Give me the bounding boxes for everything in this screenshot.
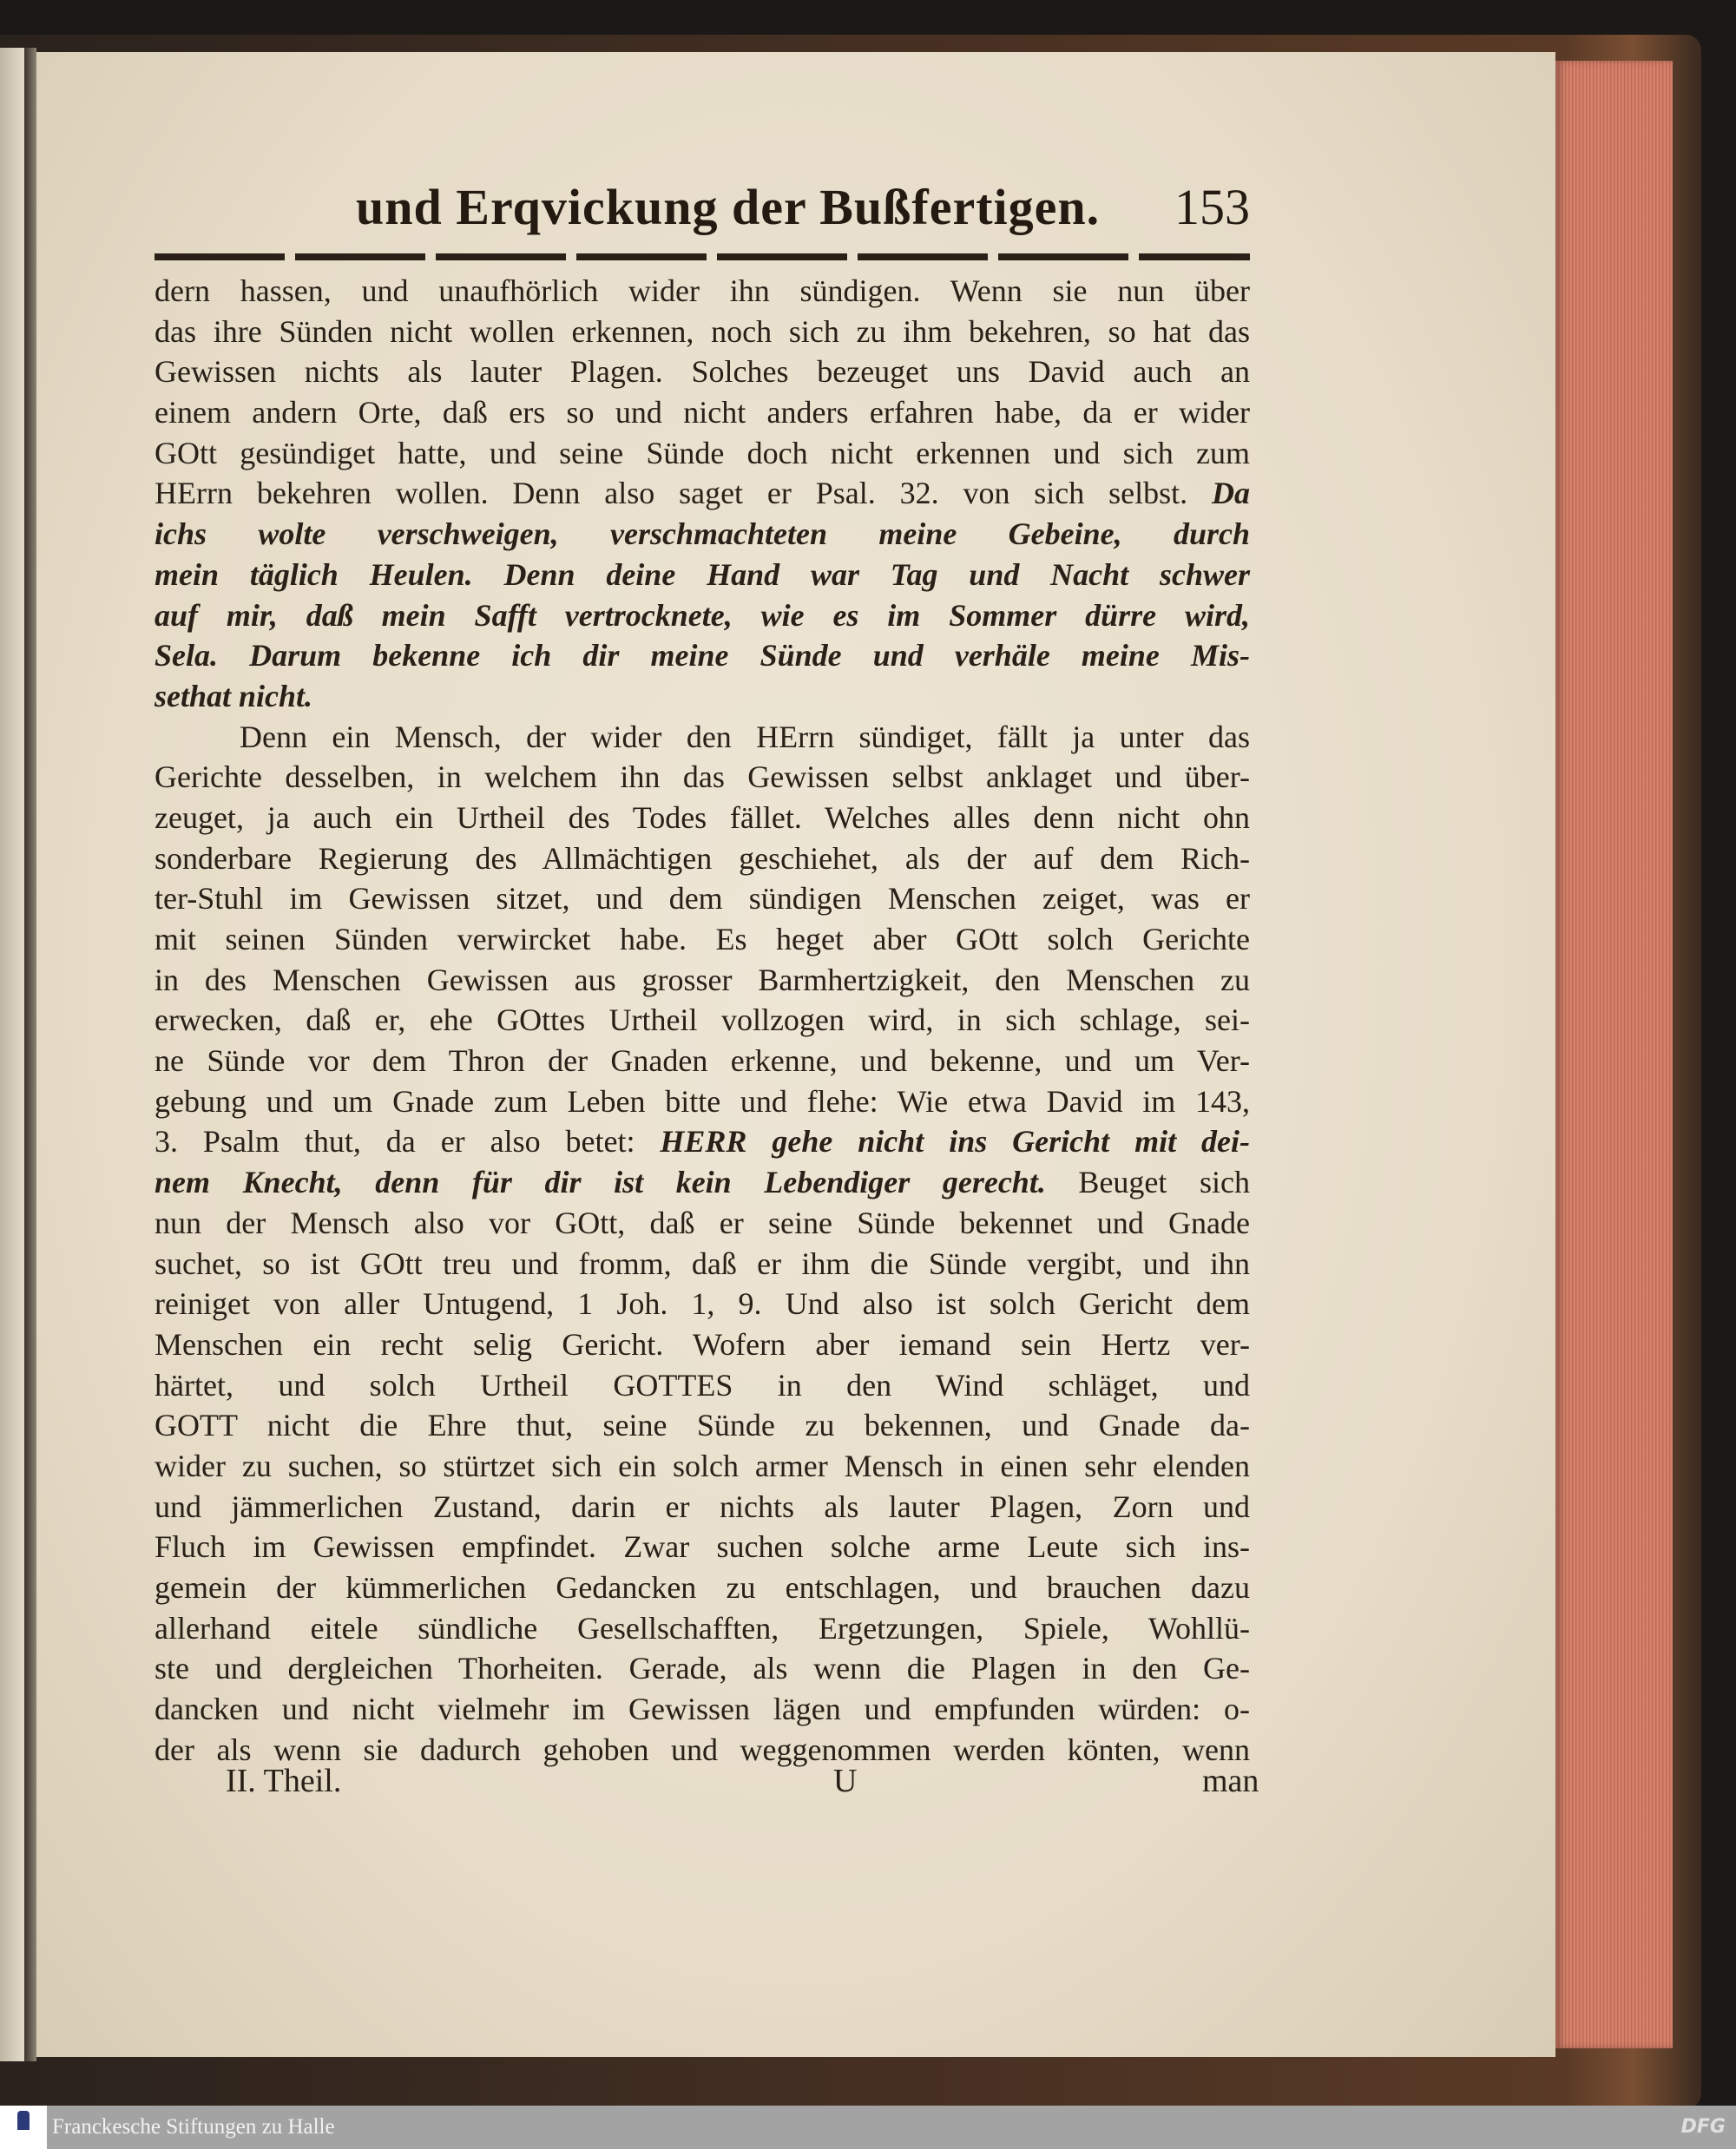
text-line — [155, 352, 1250, 392]
emphasized-text: mein täglich Heulen. Denn deine Hand war Tag und Nacht schwer — [155, 556, 1250, 592]
page-header — [155, 178, 1250, 239]
body-text — [155, 271, 1250, 1770]
text-line — [155, 676, 1250, 717]
text-line — [155, 595, 1250, 636]
text-segment: Fluch im Gewissen empfindet. Zwar suchen solche arme Leute sich ins- — [155, 1529, 1250, 1565]
text-line — [155, 635, 1250, 676]
text-line — [155, 717, 1250, 758]
text-segment: Denn ein Mensch, der wider den HErrn sündiget, fällt ja unter das — [240, 719, 1250, 754]
text-segment: der als wenn sie dadurch gehoben und weggenommen werden könten, wenn — [155, 1732, 1250, 1767]
page-edges — [1555, 61, 1673, 2048]
text-line — [155, 960, 1250, 1001]
institution-logo — [0, 2106, 47, 2149]
text-segment: nun der Mensch also vor GOtt, daß er seine Sünde bekennet und Gnade — [155, 1205, 1250, 1240]
text-line — [155, 473, 1250, 514]
text-line — [155, 1284, 1250, 1324]
text-segment: gebung und um Gnade zum Leben bitte und flehe: Wie etwa David im 143, — [155, 1083, 1250, 1119]
text-line — [155, 1608, 1250, 1649]
logo-figure-icon — [17, 2111, 30, 2130]
text-line — [155, 798, 1250, 838]
text-line — [155, 392, 1250, 433]
text-segment: ne Sünde vor dem Thron der Gnaden erkenne, und bekenne, und um Ver- — [155, 1043, 1250, 1079]
text-segment: gemein der kümmerlichen Gedancken zu entschlagen, und brauchen dazu — [155, 1570, 1250, 1605]
text-line — [155, 1567, 1250, 1608]
volume-mark: II. Theil. — [226, 1763, 342, 1799]
institution-name: Franckesche Stiftungen zu Halle — [52, 2115, 335, 2139]
text-segment: ste und dergleichen Thorheiten. Gerade, als wenn die Plagen in den Ge- — [155, 1651, 1250, 1686]
text-line — [155, 1244, 1250, 1285]
text-line — [155, 433, 1250, 474]
text-segment: erwecken, daß er, ehe GOttes Urtheil vollzogen wird, in sich schlage, sei- — [155, 1002, 1250, 1038]
text-segment: zeuget, ja auch ein Urtheil des Todes fället. Welches alles denn nicht ohn — [155, 799, 1250, 835]
text-segment: GOTT nicht die Ehre thut, seine Sünde zu bekennen, und Gnade da- — [155, 1408, 1250, 1443]
left-page-edge — [0, 48, 24, 2061]
text-line — [155, 312, 1250, 352]
emphasized-text: Da — [1212, 476, 1250, 511]
text-segment: Menschen ein recht selig Gericht. Wofern aber iemand sein Hertz ver- — [155, 1326, 1250, 1362]
text-line — [155, 1081, 1250, 1122]
text-segment: allerhand eitele sündliche Gesellschafften, Ergetzungen, Spiele, Wohllü- — [155, 1610, 1250, 1646]
text-line — [155, 1487, 1250, 1528]
dfg-logo: DFG — [1680, 2116, 1726, 2138]
text-segment: HErrn bekehren wollen. Denn also saget er Psal. 32. von sich selbst. — [155, 476, 1212, 511]
emphasized-text: Sela. Darum bekenne ich dir meine Sünde und verhäle meine Mis- — [155, 638, 1250, 674]
running-title: und Erqvickung der Bußfertigen. — [356, 179, 1101, 235]
text-segment: Gewissen nichts als lauter Plagen. Solches bezeuget uns David auch an — [155, 354, 1250, 390]
text-line — [155, 1527, 1250, 1567]
emphasized-text: HERR gehe nicht ins Gericht mit dei- — [660, 1124, 1250, 1160]
header-rule — [155, 253, 1250, 260]
text-segment: reiniget von aller Untugend, 1 Joh. 1, 9. Und also ist solch Gericht dem — [155, 1286, 1250, 1322]
text-segment: das ihre Sünden nicht wollen erkennen, noch sich zu ihm bekehren, so hat das — [155, 313, 1250, 349]
text-line — [155, 1446, 1250, 1487]
text-segment: sonderbare Regierung des Allmächtigen geschiehet, als der auf dem Rich- — [155, 840, 1250, 876]
text-line — [155, 271, 1250, 312]
text-line — [155, 1121, 1250, 1162]
text-line — [155, 555, 1250, 595]
book-gutter — [24, 48, 36, 2061]
text-segment: Gerichte desselben, in welchem ihn das Gewissen selbst anklaget und über- — [155, 759, 1250, 795]
page-number: 153 — [1174, 179, 1250, 235]
text-segment: dern hassen, und unaufhörlich wider ihn sündigen. Wenn sie nun über — [155, 273, 1250, 308]
text-segment: wider zu suchen, so stürtzet sich ein solch armer Mensch in einen sehr elenden — [155, 1448, 1250, 1483]
text-line — [155, 1000, 1250, 1041]
text-line — [155, 1041, 1250, 1081]
text-line — [155, 1689, 1250, 1730]
emphasized-text: sethat nicht. — [155, 678, 313, 713]
text-line — [155, 514, 1250, 555]
signature-mark: U — [833, 1763, 858, 1799]
text-segment: härtet, und solch Urtheil GOTTES in den Wind schläget, und — [155, 1367, 1250, 1403]
text-line — [155, 1365, 1250, 1406]
text-segment: und jämmerlichen Zustand, darin er nichts als lauter Plagen, Zorn und — [155, 1489, 1250, 1524]
text-segment: mit seinen Sünden verwircket habe. Es heget aber GOtt solch Gerichte — [155, 922, 1250, 956]
text-segment: suchet, so ist GOtt treu und fromm, daß er ihm die Sünde vergibt, und ihn — [155, 1245, 1250, 1281]
text-segment: Beuget sich — [1045, 1165, 1250, 1200]
text-line — [155, 1162, 1250, 1203]
text-line — [155, 1648, 1250, 1689]
text-line — [155, 919, 1250, 960]
text-line — [155, 1405, 1250, 1446]
text-line — [155, 878, 1250, 919]
catchword: man — [1202, 1763, 1259, 1799]
text-segment: in des Menschen Gewissen aus grosser Barmhertzigkeit, den Menschen zu — [155, 962, 1250, 997]
text-segment: 3. Psalm thut, da er also betet: — [155, 1124, 661, 1160]
text-segment: einem andern Orte, daß ers so und nicht anders erfahren habe, da er wider — [155, 395, 1250, 430]
footer-bar — [0, 2106, 1736, 2149]
emphasized-text: ichs wolte verschweigen, verschmachteten meine Gebeine, durch — [155, 516, 1250, 552]
text-line — [155, 1324, 1250, 1365]
text-line — [155, 757, 1250, 798]
emphasized-text: nem Knecht, denn für dir ist kein Lebendiger gerecht. — [155, 1165, 1046, 1200]
text-segment: GOtt gesündiget hatte, und seine Sünde doch nicht erkennen und sich zum — [155, 435, 1250, 470]
text-line — [155, 1203, 1250, 1244]
emphasized-text: auf mir, daß mein Safft vertrocknete, wie es im Sommer dürre wird, — [155, 597, 1250, 633]
text-segment: dancken und nicht vielmehr im Gewissen lägen und empfunden würden: o- — [155, 1692, 1250, 1727]
text-segment: ter-Stuhl im Gewissen sitzet, und dem sündigen Menschen zeiget, was er — [155, 881, 1250, 917]
text-line — [155, 838, 1250, 879]
